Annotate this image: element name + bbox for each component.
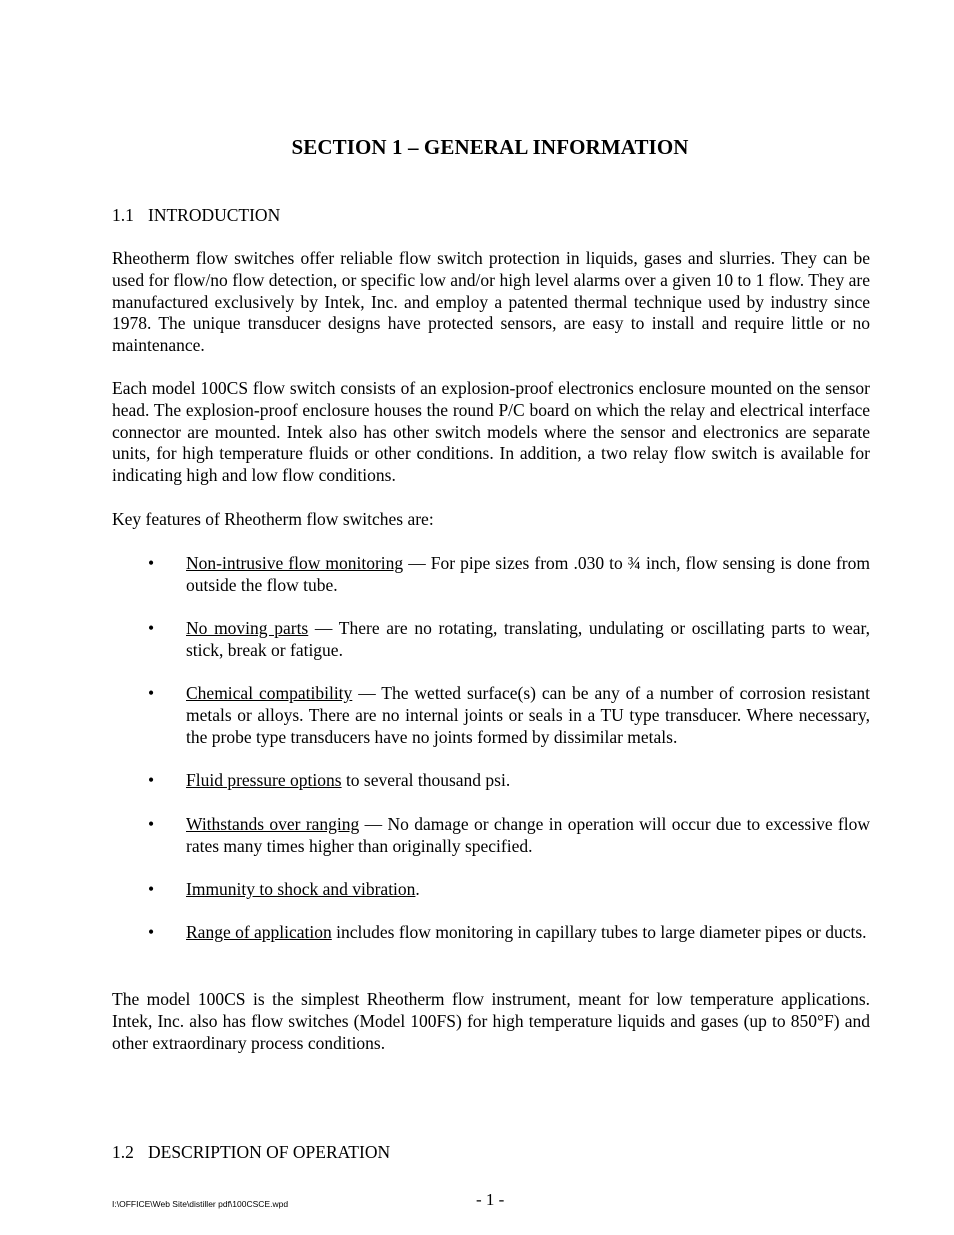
key-features-intro: Key features of Rheotherm flow switches are: bbox=[112, 509, 434, 529]
section-1-1-label: INTRODUCTION bbox=[148, 205, 281, 225]
feature-text: to several thousand psi. bbox=[341, 770, 511, 791]
feature-text: — No damage or change in operation will occur due to excessive flow rates many times higher than originally specified. bbox=[186, 813, 871, 856]
feature-item bbox=[112, 879, 870, 901]
bullet-icon: • bbox=[148, 683, 155, 704]
feature-term: Chemical compatibility bbox=[186, 683, 353, 704]
feature-item bbox=[112, 814, 870, 858]
section-1-2-heading bbox=[112, 1142, 390, 1163]
feature-term: Fluid pressure options bbox=[186, 770, 342, 791]
bullet-icon: • bbox=[148, 922, 155, 943]
feature-item bbox=[112, 683, 870, 748]
feature-item bbox=[112, 770, 870, 792]
feature-term: Non-intrusive flow monitoring bbox=[186, 553, 404, 573]
bullet-icon: • bbox=[148, 878, 155, 899]
closing-paragraph: The model 100CS is the simplest Rheotherm flow instrument, meant for low temperature applications. Intek, Inc. also has flow switches (Model 100FS) for high temperature liquids and gases (up to 850°F) and other extraordinary process conditions. bbox=[112, 989, 870, 1053]
bullet-icon: • bbox=[148, 553, 155, 573]
section-1-1-heading bbox=[112, 205, 280, 226]
feature-text: — There are no rotating, translating, undulating or oscillating parts to wear, stick, break or fatigue. bbox=[186, 618, 870, 660]
feature-term: No moving parts bbox=[186, 618, 309, 639]
bullet-icon: • bbox=[148, 770, 155, 791]
bullet-icon: • bbox=[148, 813, 155, 834]
feature-term: Immunity to shock and vibration bbox=[186, 878, 416, 899]
feature-text: — For pipe sizes from .030 to ¾ inch, flow sensing is done from outside the flow tube. bbox=[186, 553, 870, 595]
enclosure-paragraph: Each model 100CS flow switch consists of an explosion-proof electronics enclosure mounted on the sensor head. The explosion-proof enclosure houses the round P/C board on which the relay and electrical interface connector are mounted. Intek also has other switch models where the sensor and electronics are separate units, for high temperature fluids or other conditions. In addition, a two relay flow switch is available for indicating high and low flow conditions. bbox=[112, 378, 870, 486]
feature-text: . bbox=[415, 878, 420, 899]
features-list bbox=[112, 553, 870, 966]
section-1-2-label: DESCRIPTION OF OPERATION bbox=[148, 1142, 391, 1162]
feature-item bbox=[112, 922, 870, 944]
feature-term: Range of application bbox=[186, 922, 332, 943]
intro-paragraph: Rheotherm flow switches offer reliable flow switch protection in liquids, gases and slurries. They can be used for flow/no flow detection, or specific low and/or high level alarms over a given 10 to 1 flow. They are manufactured exclusively by Intek, Inc. and employ a patented thermal technique used by industry since 1978. The unique transducer designs have protected sensors, are easy to install and require little or no maintenance. bbox=[112, 248, 870, 356]
feature-item bbox=[112, 618, 870, 662]
page-number: - 1 - bbox=[476, 1190, 505, 1209]
feature-text: includes flow monitoring in capillary tubes to large diameter pipes or ducts. bbox=[331, 922, 867, 943]
section-1-2-number: 1.2 bbox=[112, 1142, 134, 1162]
feature-item bbox=[112, 553, 870, 597]
bullet-icon: • bbox=[148, 618, 155, 639]
feature-term: Withstands over ranging bbox=[186, 813, 360, 834]
footer-file-path: I:\OFFICE\Web Site\distiller pdf\100CSCE.wpd bbox=[112, 1199, 289, 1209]
feature-text: — The wetted surface(s) can be any of a number of corrosion resistant metals or alloys. There are no internal joints or seals in a TU type transducer. Where necessary, the probe type transducers have no joints formed by dissimilar metals. bbox=[186, 683, 870, 747]
section-title: SECTION 1 – GENERAL INFORMATION bbox=[291, 135, 689, 159]
section-1-1-number: 1.1 bbox=[112, 205, 134, 225]
